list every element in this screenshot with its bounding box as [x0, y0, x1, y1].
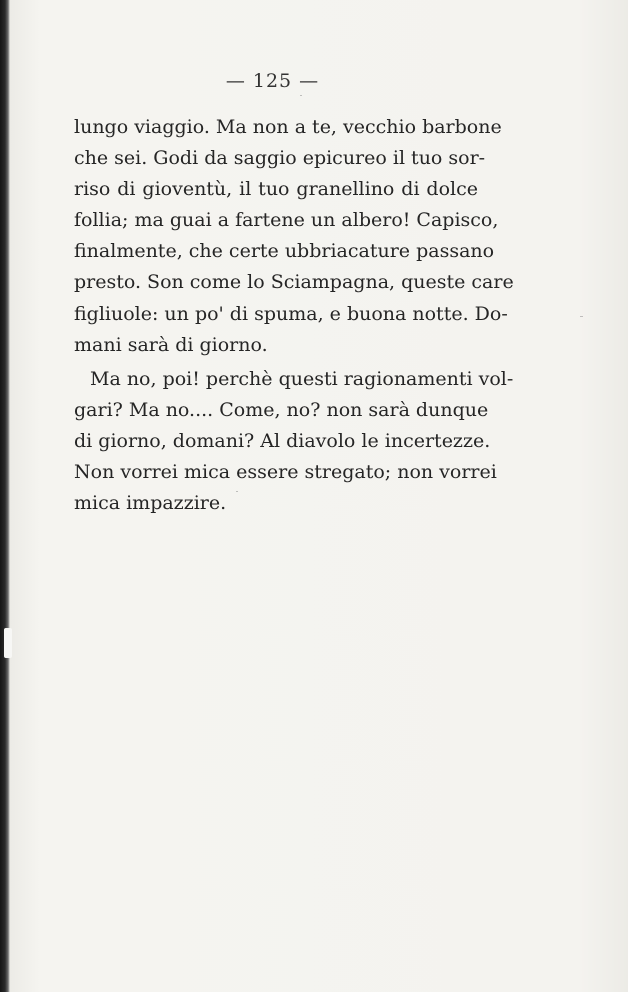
text-line: che sei. Godi da saggio epicureo il tuo sor- — [74, 147, 486, 170]
paper-speck — [300, 95, 302, 96]
paragraph-1 — [74, 112, 514, 361]
page-number: — 125 — — [225, 70, 320, 92]
text-line: riso di gioventù, il tuo granellino di dolce — [74, 178, 478, 201]
text-line: follia; ma guai a fartene un albero! Capisco, — [74, 209, 499, 232]
text-line: presto. Son come lo Sciampagna, queste care — [74, 271, 514, 294]
paper-speck — [580, 316, 583, 317]
text-line: mani sarà di giorno. — [74, 333, 268, 356]
book-binding-edge — [0, 0, 10, 992]
paper-speck — [236, 491, 238, 492]
text-line: Non vorrei mica essere stregato; non vorrei — [74, 461, 497, 484]
text-line: di giorno, domani? Al diavolo le incertezze. — [74, 429, 491, 452]
text-line: gari? Ma no.... Come, no? non sarà dunque — [74, 398, 489, 421]
text-line: lungo viaggio. Ma non a te, vecchio barbone — [74, 116, 502, 138]
text-line: figliuole: un po' di spuma, e buona notte. Do- — [74, 302, 508, 325]
paragraph-2 — [74, 364, 514, 519]
text-line: Ma no, poi! perchè questi ragionamenti vol- — [90, 367, 514, 390]
text-line: mica impazzire. — [74, 492, 227, 515]
text-line: finalmente, che certe ubbriacature passano — [74, 240, 495, 263]
binding-notch — [4, 628, 12, 658]
body-text — [74, 112, 514, 522]
